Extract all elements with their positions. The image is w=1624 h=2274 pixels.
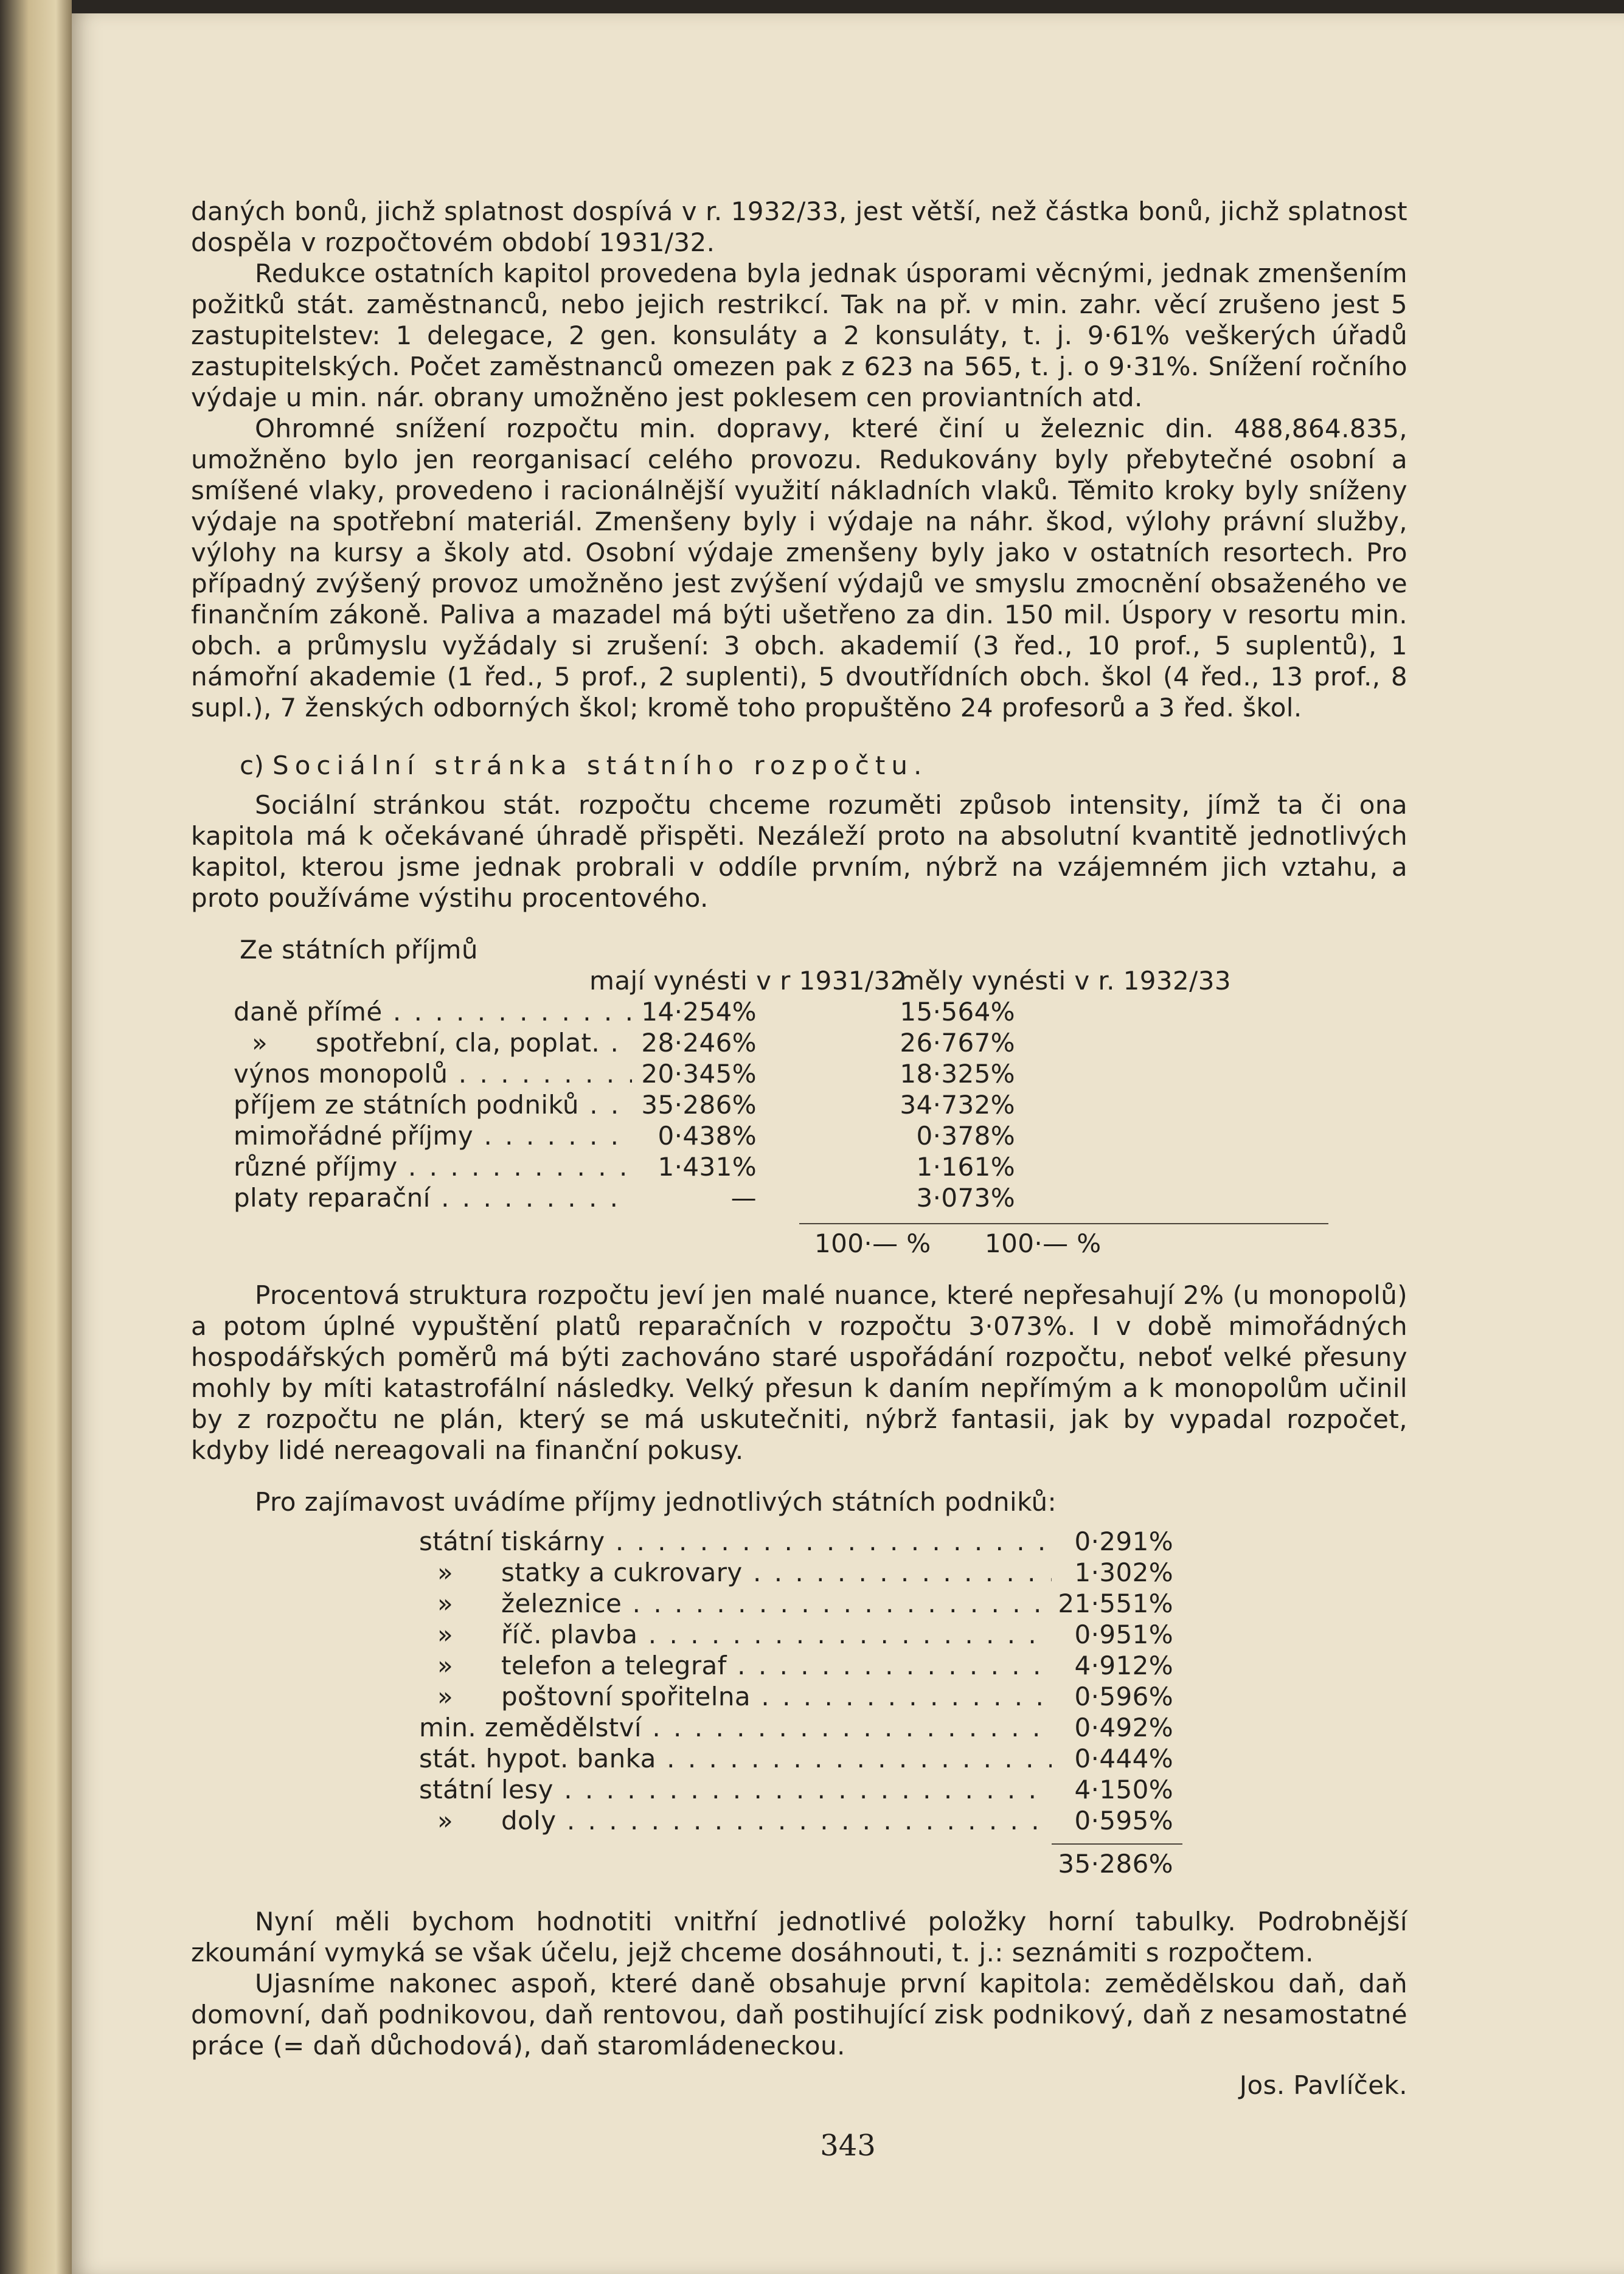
row-label: příjem ze státních podniků [234, 1090, 579, 1120]
paragraph-social-aspect: Sociální stránkou stát. rozpočtu chceme rozuměti způsob intensity, jímž ta či ona kapitola má k očekávané úhradě přispěti. Nezáleží proto na absolutní kvantitě jednotlivých kapitol, kterou jsme jednak probrali v oddíle prvním, nýbrž na vzájemném jich vztahu, a proto používáme výstihu procentového. [191, 790, 1407, 913]
paragraph-continuation: daných bonů, jichž splatnost dospívá v r. 1932/33, jest větší, než částka bonů, jichž splatnost dospěla v rozpočtovém období 1931/32. [191, 196, 1407, 257]
row-value: 4·912% [1074, 1651, 1173, 1680]
ditto-mark: » [437, 1589, 454, 1618]
row-label: státní tiskárny [419, 1527, 605, 1556]
row-value-1931: 28·246% [641, 1028, 757, 1058]
ditto-mark: » [437, 1806, 454, 1835]
row-label: telefon a telegraf [501, 1651, 727, 1680]
table-sum-rule [799, 1223, 1328, 1224]
table-total-row [191, 1228, 1407, 1259]
row-value: 0·444% [1074, 1744, 1173, 1773]
section-heading-title: Sociální stránka státního rozpočtu. [272, 750, 928, 780]
row-value-1932: 26·767% [900, 1028, 1015, 1058]
total-1931: 100·— % [814, 1229, 931, 1258]
income-table-col2-header: měly vynésti v r. 1932/33 [900, 966, 1231, 996]
table-row [191, 1151, 1407, 1182]
row-value-1932: 0·378% [916, 1121, 1015, 1151]
row-value: 21·551% [1058, 1589, 1173, 1618]
table-row [191, 1681, 1407, 1712]
income-table-header [589, 965, 1407, 996]
row-label: státní lesy [419, 1775, 553, 1804]
row-value-1931: 0·438% [658, 1121, 757, 1151]
table-row [191, 1805, 1407, 1836]
enterprise-total: 35·286% [1058, 1849, 1173, 1879]
paragraph-transport: Ohromné snížení rozpočtu min. dopravy, které činí u železnic din. 488,864.835, umožněno bylo jen reorganisací celého provozu. Redukovány byly přebytečné osobní a smíšené vlaky, provedeno i racionálnější využití nákladních vlaků. Těmito kroky byly sníženy výdaje na spotřební materiál. Zmenšeny byly i výdaje na náhr. škod, výlohy právní služby, výlohy na kursy a školy atd. Osobní výdaje zmenšeny byly jako v ostatních resortech. Pro případný zvýšený provoz umožněno jest zvýšení výdajů ve smyslu zmocnění obsaženého ve finančním zákoně. Paliva a mazadel má býti ušetřeno za din. 150 mil. Úspory v resortu min. obch. a průmyslu vyžádaly si zrušení: 3 obch. akademií (3 řed., 10 prof., 5 suplentů), 1 námořní akademie (1 řed., 5 prof., 2 suplenti), 5 dvoutřídních obch. škol (4 řed., 13 prof., 8 supl.), 7 ženských odborných škol; kromě toho propuštěno 24 profesorů a 3 řed. škol. [191, 414, 1407, 723]
section-heading-prefix: c) [240, 750, 265, 780]
row-label: mimořádné příjmy [234, 1121, 474, 1151]
row-value-1931: — [730, 1183, 757, 1213]
row-value: 0·291% [1074, 1527, 1173, 1556]
row-label: železnice [501, 1589, 622, 1618]
author-signature: Jos. Pavlíček. [1239, 2070, 1407, 2100]
income-table-col1-header: mají vynésti v r 1931/32 [589, 966, 907, 996]
income-table [191, 965, 1407, 1259]
row-label: výnos monopolů [234, 1059, 448, 1089]
table-row [191, 1526, 1407, 1557]
table-row [191, 1774, 1407, 1805]
ditto-mark: » [437, 1651, 454, 1680]
table-row [191, 1182, 1407, 1213]
table-row [191, 1619, 1407, 1650]
row-label: stát. hypot. banka [419, 1744, 656, 1773]
ditto-mark: » [252, 1028, 268, 1058]
table-row [191, 1120, 1407, 1151]
total-1932: 100·— % [985, 1229, 1102, 1258]
row-value-1932: 18·325% [900, 1059, 1015, 1089]
table-row [191, 996, 1407, 1027]
row-value: 4·150% [1074, 1775, 1173, 1804]
income-table-intro: Ze státních příjmů [240, 935, 478, 965]
table-row [191, 1027, 1407, 1058]
row-label: statky a cukrovary [501, 1558, 743, 1587]
paragraph-taxes: Ujasníme nakonec aspoň, které daně obsahuje první kapitola: zemědělskou daň, daň domovní, daň podnikovou, daň rentovou, daň postihující zisk podnikový, daň z nesamostatné práce (= daň důchodová), daň staromládeneckou. [191, 1969, 1407, 2061]
row-label: daně přímé [234, 997, 383, 1027]
row-value-1931: 14·254% [641, 997, 757, 1027]
paragraph-evaluation: Nyní měli bychom hodnotiti vnitřní jednotlivé položky horní tabulky. Podrobnější zkoumání vymyká se však účelu, jejž chceme dosáhnouti, t. j.: seznámiti s rozpočtem. [191, 1907, 1407, 1967]
table-row [191, 1588, 1407, 1619]
row-value: 0·596% [1074, 1682, 1173, 1711]
row-value: 0·951% [1074, 1620, 1173, 1649]
row-label: říč. plavba [501, 1620, 638, 1649]
row-value-1932: 15·564% [900, 997, 1015, 1027]
row-value-1932: 3·073% [916, 1183, 1015, 1213]
row-value-1932: 1·161% [916, 1152, 1015, 1182]
section-heading [240, 750, 1407, 781]
table-row [191, 1058, 1407, 1089]
table-row [191, 1650, 1407, 1681]
row-value: 0·492% [1074, 1713, 1173, 1742]
row-label: poštovní spořitelna [501, 1682, 751, 1711]
row-value: 1·302% [1074, 1558, 1173, 1587]
ditto-mark: » [437, 1620, 454, 1649]
table-row [191, 1557, 1407, 1588]
row-label: min. zemědělství [419, 1713, 642, 1742]
row-label: různé příjmy [234, 1152, 398, 1182]
table-row [191, 1712, 1407, 1743]
adjacent-page-edge [0, 0, 72, 2274]
paragraph-structure: Procentová struktura rozpočtu jeví jen malé nuance, které nepřesahují 2% (u monopolů) a potom úplné vypuštění platů reparačních v rozpočtu 3·073%. I v době mimořádných hospodářských poměrů má býti zachováno staré uspořádání rozpočtu, neboť velké přesuny mohly by míti katastrofální následky. Velký přesun k daním nepřímým a k monopolům učinil by z rozpočtu ne plán, který se má uskutečniti, nýbrž fantasii, jak by vypadal rozpočet, kdyby lidé nereagovali na finanční pokusy. [191, 1280, 1407, 1465]
row-value-1931: 1·431% [658, 1152, 757, 1182]
page-content [191, 196, 1407, 2101]
ditto-mark: » [437, 1558, 454, 1587]
table-total-row [191, 1848, 1407, 1879]
row-label: doly [501, 1806, 557, 1835]
row-value-1931: 35·286% [641, 1090, 757, 1120]
enterprise-table-intro: Pro zajímavost uvádíme příjmy jednotlivých státních podniků: [255, 1487, 1057, 1517]
row-value-1931: 20·345% [641, 1059, 757, 1089]
paragraph-reductions: Redukce ostatních kapitol provedena byla jednak úsporami věcnými, jednak zmenšením požitků stát. zaměstnanců, nebo jejich restrikcí. Tak na př. v min. zahr. věcí zrušeno jest 5 zastupitelstev: 1 delegace, 2 gen. konsuláty a 2 konsuláty, t. j. 9·61% veškerých úřadů zastupitelských. Počet zaměstnanců omezen pak z 623 na 565, t. j. o 9·31%. Snížení ročního výdaje u min. nár. obrany umožněno jest poklesem cen proviantních atd. [191, 258, 1407, 412]
row-label: spotřební, cla, poplat. [316, 1028, 600, 1058]
row-value: 0·595% [1074, 1806, 1173, 1835]
enterprise-table [191, 1526, 1407, 1879]
row-label: platy reparační [234, 1183, 431, 1213]
page-number: 343 [820, 2129, 876, 2163]
row-value-1932: 34·732% [900, 1090, 1015, 1120]
document-page [72, 13, 1624, 2274]
table-sum-rule [1052, 1843, 1182, 1845]
ditto-mark: » [437, 1682, 454, 1711]
table-row [191, 1089, 1407, 1120]
table-row [191, 1743, 1407, 1774]
